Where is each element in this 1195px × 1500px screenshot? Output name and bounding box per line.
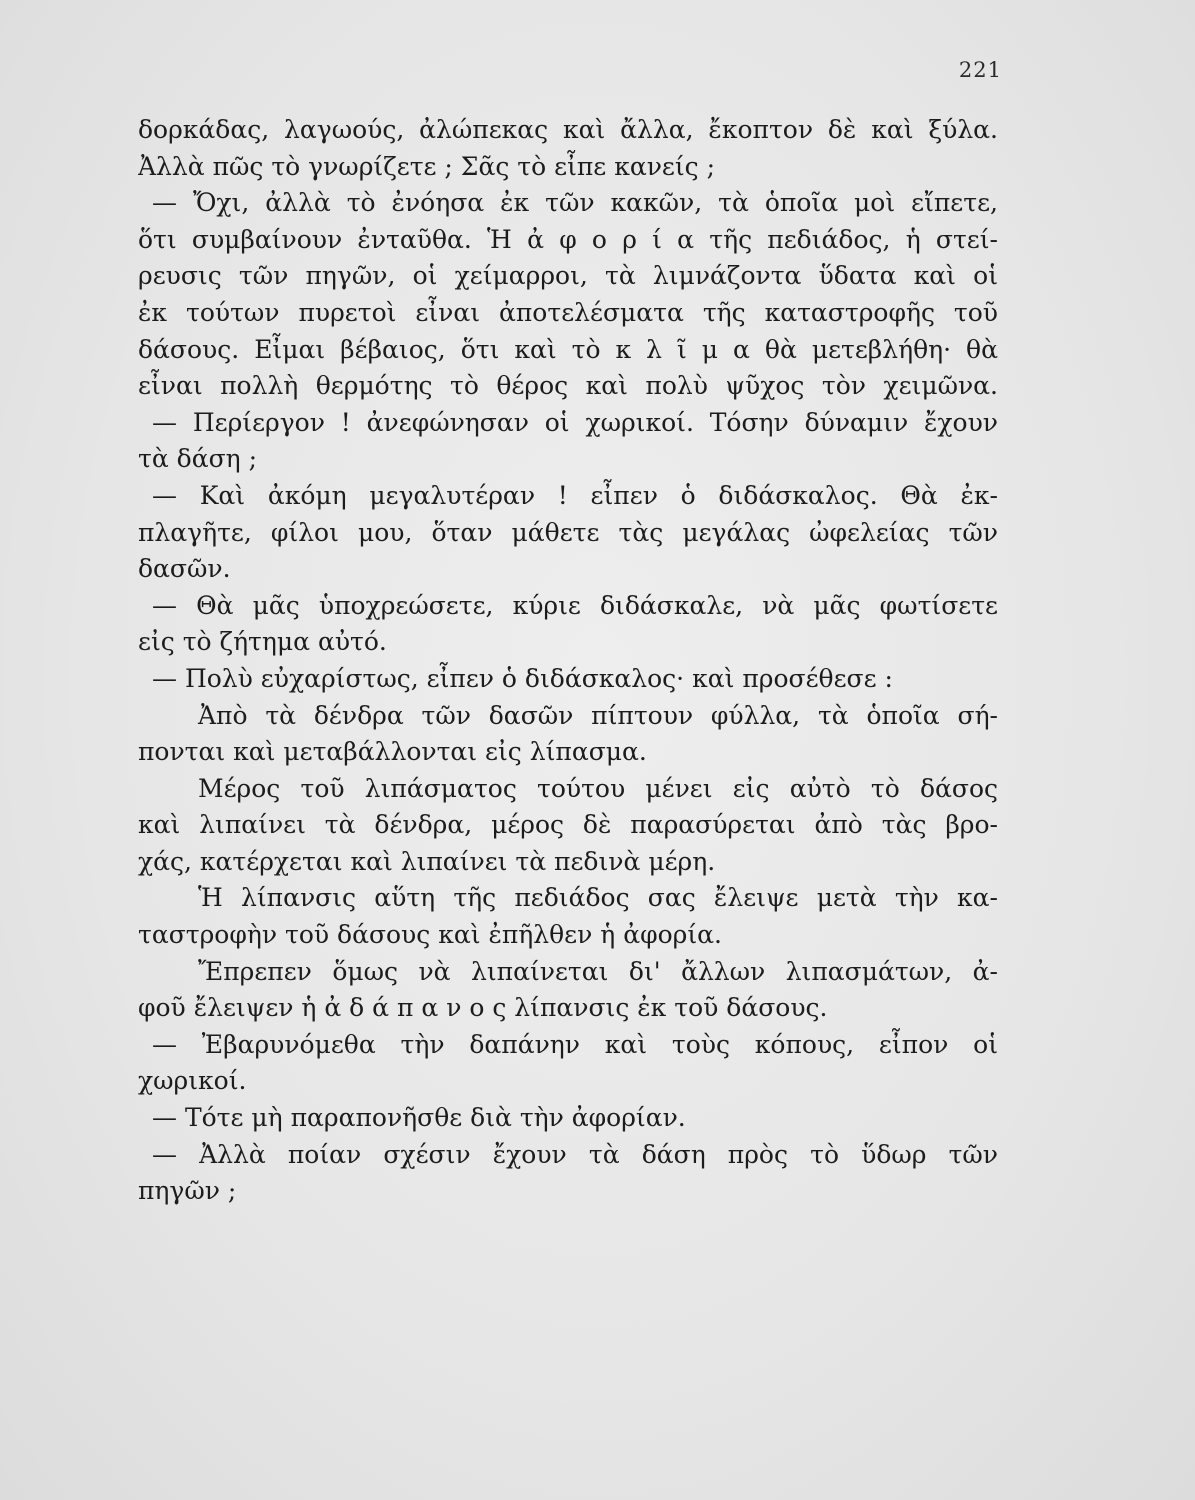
text-line-8: εἶναι πολλὴ θερμότης τὸ θέρος καὶ πολὺ ψῦχος τὸν χειμῶνα. (138, 371, 998, 401)
text-line-27: χωρικοί. (138, 1066, 247, 1096)
text-line-26: — Ἐβαρυνόμεθα τὴν δαπάνην καὶ τοὺς κόπους, εἶπον οἱ (152, 1029, 998, 1059)
text-line-19: Μέρος τοῦ λιπάσματος τούτου μένει εἰς αὐτὸ τὸ δάσος (198, 773, 998, 803)
text-line-12: πλαγῆτε, φίλοι μου, ὅταν μάθετε τὰς μεγάλας ὠφελείας τῶν (138, 517, 998, 547)
text-line-6: ἐκ τούτων πυρετοὶ εἶναι ἀποτελέσματα τῆς καταστροφῆς τοῦ (138, 297, 998, 327)
text-line-23: ταστροφὴν τοῦ δάσους καὶ ἐπῆλθεν ἡ ἀφορία. (138, 920, 722, 950)
text-line-11: — Καὶ ἀκόμη μεγαλυτέραν ! εἶπεν ὁ διδάσκαλος. Θὰ ἐκ- (152, 480, 998, 510)
text-line-9: — Περίεργον ! ἀνεφώνησαν οἱ χωρικοί. Τόσην δύναμιν ἔχουν (152, 407, 998, 437)
text-line-2: Ἀλλὰ πῶς τὸ γνωρίζετε ; Σᾶς τὸ εἶπε κανείς ; (138, 151, 716, 181)
text-line-1: δορκάδας, λαγωούς, ἀλώπεκας καὶ ἄλλα, ἔκοπτον δὲ καὶ ξύλα. (138, 115, 998, 144)
text-line-22: Ἡ λίπανσις αὕτη τῆς πεδιάδος σας ἔλειψε μετὰ τὴν κα- (198, 883, 998, 913)
text-line-20: καὶ λιπαίνει τὰ δένδρα, μέρος δὲ παρασύρεται ἀπὸ τὰς βρο- (138, 810, 998, 840)
text-line-14: — Θὰ μᾶς ὑποχρεώσετε, κύριε διδάσκαλε, νὰ μᾶς φωτίσετε (152, 590, 998, 620)
page-number: 221 (958, 58, 1002, 82)
text-line-3: — Ὄχι, ἀλλὰ τὸ ἐνόησα ἐκ τῶν κακῶν, τὰ ὁποῖα μοὶ εἴπετε, (152, 188, 998, 218)
text-line-28: — Τότε μὴ παραπονῆσθε διὰ τὴν ἀφορίαν. (152, 1103, 686, 1133)
text-line-4: ὅτι συμβαίνουν ἐνταῦθα. Ἡ ἀ φ ο ρ ί α τῆς πεδιάδος, ἡ στεί- (138, 224, 998, 254)
text-line-10: τὰ δάση ; (138, 444, 258, 474)
text-line-16: — Πολὺ εὐχαρίστως, εἶπεν ὁ διδάσκαλος· καὶ προσέθεσε : (152, 663, 893, 693)
text-line-17: Ἀπὸ τὰ δένδρα τῶν δασῶν πίπτουν φύλλα, τὰ ὁποῖα σή- (198, 700, 998, 730)
text-line-21: χάς, κατέρχεται καὶ λιπαίνει τὰ πεδινὰ μέρη. (138, 846, 716, 876)
text-line-24: Ἔπρεπεν ὅμως νὰ λιπαίνεται δι' ἄλλων λιπασμάτων, ἀ- (198, 956, 998, 986)
text-line-18: πονται καὶ μεταβάλλονται εἰς λίπασμα. (138, 737, 647, 767)
text-line-13: δασῶν. (138, 554, 231, 584)
text-line-30: πηγῶν ; (138, 1176, 237, 1206)
text-line-15: εἰς τὸ ζήτημα αὐτό. (138, 627, 387, 657)
text-line-25: φοῦ ἔλειψεν ἡ ἀ δ ά π α ν ο ς λίπανσις ἐκ τοῦ δάσους. (138, 993, 828, 1023)
text-line-5: ρευσις τῶν πηγῶν, οἱ χείμαρροι, τὰ λιμνάζοντα ὕδατα καὶ οἱ (138, 261, 998, 291)
text-line-7: δάσους. Εἶμαι βέβαιος, ὅτι καὶ τὸ κ λ ῖ μ α θὰ μετεβλήθη· θὰ (138, 334, 998, 364)
body-text (138, 112, 998, 1210)
text-line-29: — Ἀλλὰ ποίαν σχέσιν ἔχουν τὰ δάση πρὸς τὸ ὕδωρ τῶν (152, 1139, 998, 1169)
